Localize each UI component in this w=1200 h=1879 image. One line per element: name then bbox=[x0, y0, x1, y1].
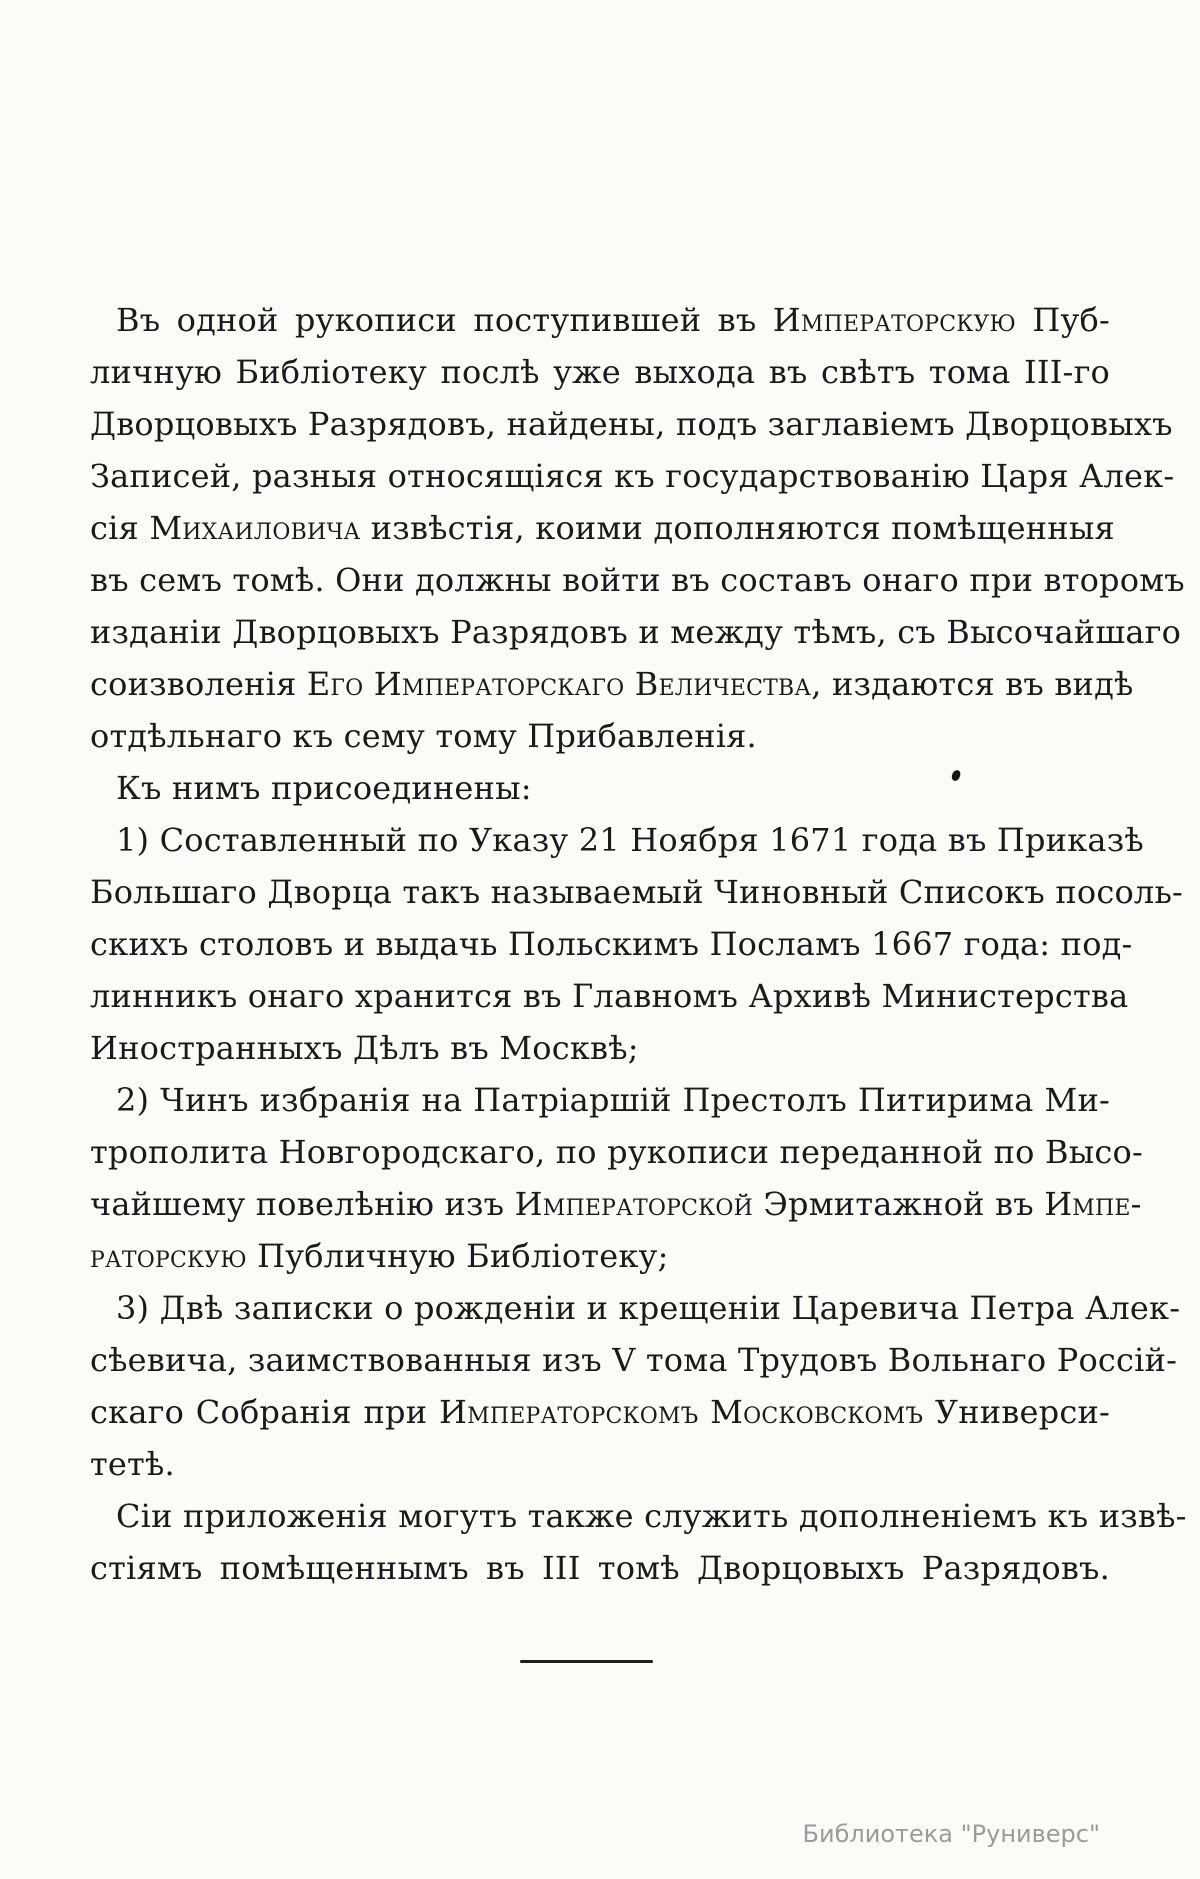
text-segment: Универси- bbox=[923, 1393, 1110, 1431]
text-line bbox=[90, 1334, 1178, 1386]
text-segment: изданіи Дворцовыхъ Разрядовъ и между тѣмъ, съ Высочайшаго bbox=[90, 613, 1182, 651]
text-line bbox=[90, 294, 1110, 346]
smallcaps-text-segment: Импе- bbox=[1044, 1185, 1142, 1223]
smallcaps-text-segment: Императорскомъ Московскомъ bbox=[439, 1393, 924, 1431]
text-segment: скихъ столовъ и выдачь Польскимъ Посламъ 1667 года: под- bbox=[90, 925, 1133, 963]
text-line bbox=[90, 814, 1144, 866]
text-segment: Въ одной рукописи поступившей въ bbox=[116, 301, 773, 339]
text-segment: линникъ онаго хранится въ Главномъ Архивѣ Министерства bbox=[90, 977, 1129, 1015]
page-text bbox=[90, 294, 1187, 1594]
text-segment: Эрмитажной въ bbox=[752, 1185, 1045, 1223]
text-segment: Записей, разныя относящіяся къ государствованію Царя Алек- bbox=[90, 457, 1175, 495]
text-segment: Къ нимъ присоединены: bbox=[116, 769, 532, 807]
smallcaps-text-segment: Императорскую bbox=[772, 301, 1017, 339]
watermark-label: Библиотека "Руниверс" bbox=[802, 1820, 1100, 1848]
text-line bbox=[90, 710, 1110, 762]
text-segment: Пуб- bbox=[1016, 301, 1110, 339]
text-segment: 1) Составленный по Указу 21 Ноября 1671 года въ Приказѣ bbox=[116, 821, 1144, 859]
text-line bbox=[90, 1282, 1181, 1334]
text-segment: стіямъ помѣщеннымъ въ III томѣ Дворцовыхъ Разрядовъ. bbox=[90, 1549, 1110, 1587]
smallcaps-text-segment: Михаиловича bbox=[149, 509, 361, 547]
text-line bbox=[90, 1230, 1110, 1282]
text-segment: соизволенія bbox=[90, 665, 307, 703]
text-segment: трополита Новгородскаго, по рукописи переданной по Высо- bbox=[90, 1133, 1143, 1171]
smallcaps-text-segment: Императорской bbox=[514, 1185, 753, 1223]
text-segment: тетѣ. bbox=[90, 1445, 175, 1483]
text-segment: сѣевича, заимствованныя изъ V тома Трудовъ Вольнаго Россій- bbox=[90, 1341, 1178, 1379]
text-segment: Сіи приложенія могутъ также служить дополненіемъ къ извѣ- bbox=[116, 1497, 1187, 1535]
text-segment: отдѣльнаго къ сему тому Прибавленія. bbox=[90, 717, 757, 755]
text-segment: , издаются въ видѣ bbox=[811, 665, 1134, 703]
text-segment: личную Библіотеку послѣ уже выхода въ свѣтъ тома III-го bbox=[90, 353, 1110, 391]
text-line bbox=[90, 554, 1185, 606]
text-segment: 3) Двѣ записки о рожденіи и крещеніи Царевича Петра Алек- bbox=[116, 1289, 1181, 1327]
text-line bbox=[90, 502, 1115, 554]
text-segment: Иностранныхъ Дѣлъ въ Москвѣ; bbox=[90, 1029, 639, 1067]
smallcaps-text-segment: раторскую bbox=[90, 1237, 247, 1275]
text-segment: 2) Чинъ избранія на Патріаршій Престолъ Питирима Ми- bbox=[116, 1081, 1110, 1119]
text-line bbox=[90, 346, 1110, 398]
text-segment: скаго Собранія при bbox=[90, 1393, 440, 1431]
text-line bbox=[90, 1490, 1187, 1542]
section-divider-rule bbox=[520, 1660, 653, 1663]
text-line bbox=[90, 1074, 1110, 1126]
text-line bbox=[90, 606, 1182, 658]
smallcaps-text-segment: Его Императорскаго Величества bbox=[306, 665, 812, 703]
text-line bbox=[90, 1126, 1143, 1178]
text-line bbox=[90, 1542, 1110, 1594]
text-segment: Дворцовыхъ Разрядовъ, найдены, подъ заглавіемъ Дворцовыхъ bbox=[90, 405, 1173, 443]
text-line bbox=[90, 866, 1184, 918]
text-segment: извѣстія, коими дополняются помѣщенныя bbox=[360, 509, 1115, 547]
text-line bbox=[90, 658, 1134, 710]
text-segment: въ семъ томѣ. Они должны войти въ составъ онаго при второмъ bbox=[90, 561, 1185, 599]
text-line bbox=[90, 398, 1173, 450]
text-segment: Публичную Библіотеку; bbox=[246, 1237, 669, 1275]
text-line bbox=[90, 1438, 1110, 1490]
text-segment: сія bbox=[90, 509, 150, 547]
text-line bbox=[90, 970, 1129, 1022]
text-line bbox=[90, 918, 1133, 970]
text-segment: Большаго Дворца такъ называемый Чиновный Списокъ посоль- bbox=[90, 873, 1184, 911]
text-line bbox=[90, 450, 1175, 502]
text-line bbox=[90, 1178, 1142, 1230]
text-line bbox=[90, 1386, 1110, 1438]
text-segment: чайшему повелѣнію изъ bbox=[90, 1185, 515, 1223]
text-line bbox=[90, 1022, 1110, 1074]
